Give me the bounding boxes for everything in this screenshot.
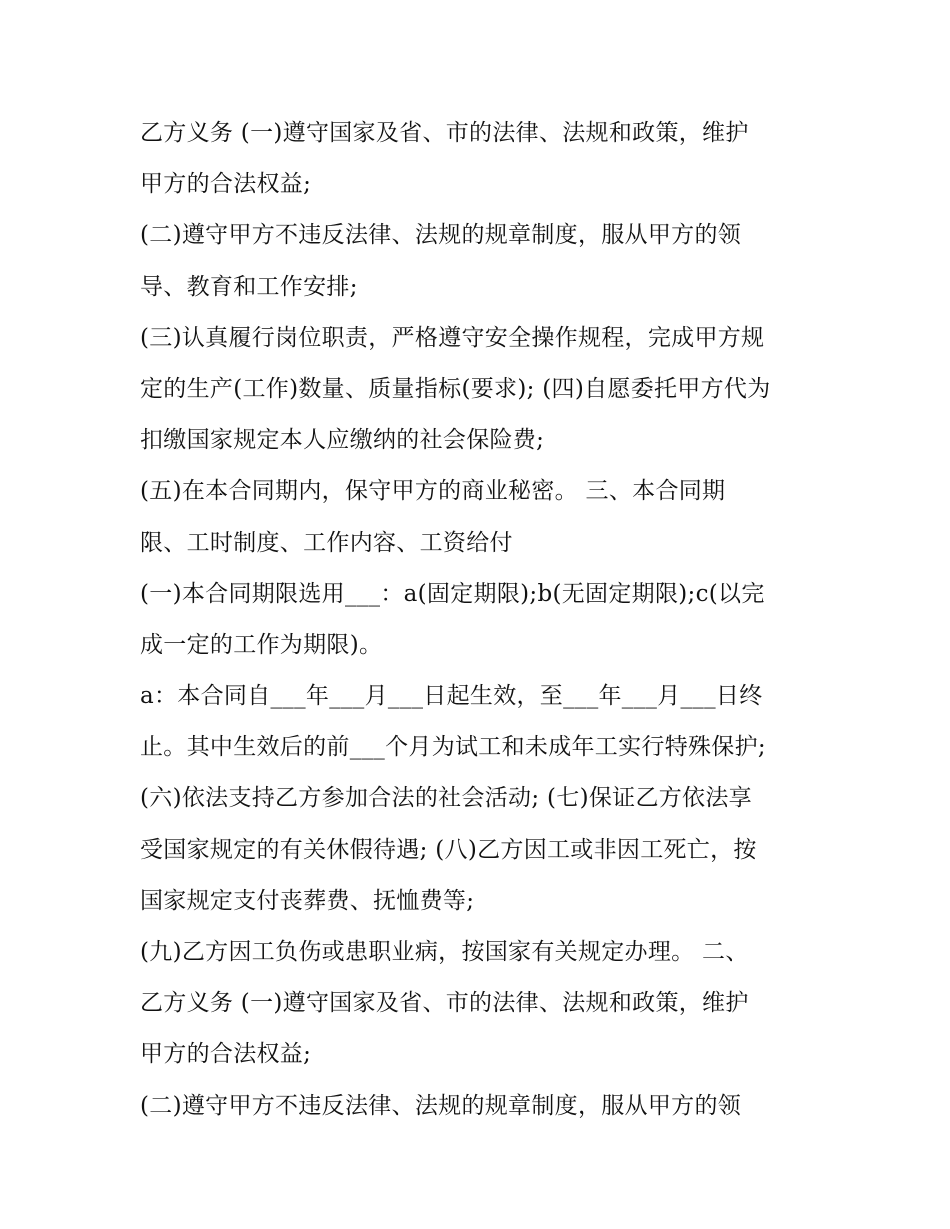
text-line: 受国家规定的有关休假待遇; (八)乙方因工或非因工死亡，按	[140, 836, 757, 863]
text-line: 乙方义务 (一)遵守国家及省、市的法律、法规和政策，维护	[140, 990, 749, 1017]
text-line: 甲方的合法权益;	[140, 171, 312, 198]
text-line: (二)遵守甲方不违反法律、法规的规章制度，服从甲方的领	[140, 1092, 742, 1119]
text-line: 成一定的工作为期限)。	[140, 631, 383, 658]
text-line: (二)遵守甲方不违反法律、法规的规章制度，服从甲方的领	[140, 222, 742, 249]
text-line: 甲方的合法权益;	[140, 1041, 312, 1068]
text-line: 定的生产(工作)数量、质量指标(要求); (四)自愿委托甲方代为	[140, 375, 771, 402]
text-line: 导、教育和工作安排;	[140, 273, 358, 300]
text-line: 国家规定支付丧葬费、抚恤费等;	[140, 887, 475, 914]
text-line: (九)乙方因工负伤或患职业病，按国家有关规定办理。 二、	[140, 939, 749, 965]
text-line: 扣缴国家规定本人应缴纳的社会保险费;	[140, 427, 545, 454]
text-line: 限、工时制度、工作内容、工资给付	[140, 529, 513, 556]
text-line: a：本合同自___年___月___日起生效，至___年___月___日终	[140, 683, 763, 710]
text-line: (三)认真履行岗位职责，严格遵守安全操作规程，完成甲方规	[140, 324, 765, 351]
text-line: (一)本合同期限选用___：a(固定期限);b(无固定期限);c(以完	[140, 580, 765, 607]
document-body	[140, 108, 820, 1132]
text-line: 乙方义务 (一)遵守国家及省、市的法律、法规和政策，维护	[140, 120, 749, 146]
text-line: 止。其中生效后的前___个月为试工和未成年工实行特殊保护;	[140, 734, 766, 761]
text-line: (六)依法支持乙方参加合法的社会活动; (七)保证乙方依法享	[140, 785, 752, 812]
text-line: (五)在本合同期内，保守甲方的商业秘密。 三、本合同期	[140, 478, 726, 505]
